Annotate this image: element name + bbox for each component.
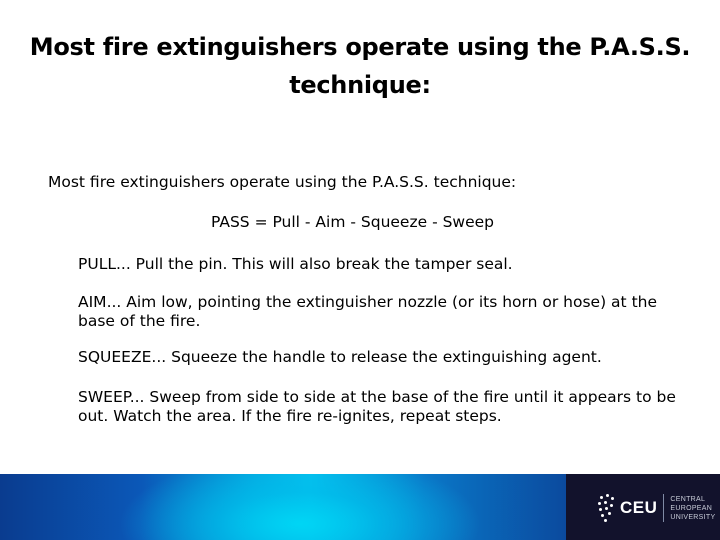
logo-divider [663, 494, 664, 522]
step-squeeze [78, 348, 678, 367]
university-line: CENTRAL [670, 495, 706, 503]
university-line: UNIVERSITY [670, 513, 716, 521]
footer-gradient-bar [0, 474, 566, 540]
university-name [670, 495, 715, 522]
ceu-logo [598, 491, 715, 525]
step-description: ... Sweep from side to side at the base of the fire until it appears to be out. Watch the area. If the fire re-ignites, repeat steps. [78, 388, 676, 425]
step-aim [78, 293, 678, 331]
step-description: ... Pull the pin. This will also break the tamper seal. [115, 255, 513, 273]
intro-text: Most fire extinguishers operate using the P.A.S.S. technique: [48, 173, 517, 191]
ceu-dots-icon [598, 494, 616, 522]
step-keyword: SQUEEZE [78, 348, 152, 366]
step-pull [78, 255, 678, 274]
pass-formula: PASS = Pull - Aim - Squeeze - Sweep [211, 213, 495, 231]
step-description: ... Aim low, pointing the extinguisher nozzle (or its horn or hose) at the base of the fire. [78, 293, 658, 330]
step-keyword: SWEEP [78, 388, 130, 406]
step-description: ... Squeeze the handle to release the extinguishing agent. [151, 348, 602, 366]
slide-title: Most fire extinguishers operate using the P.A.S.S. technique: [29, 33, 691, 99]
step-keyword: AIM [78, 293, 107, 311]
step-sweep [78, 388, 678, 426]
university-line: EUROPEAN [670, 504, 713, 512]
step-keyword: PULL [78, 255, 116, 273]
ceu-wordmark: CEU [620, 498, 658, 517]
